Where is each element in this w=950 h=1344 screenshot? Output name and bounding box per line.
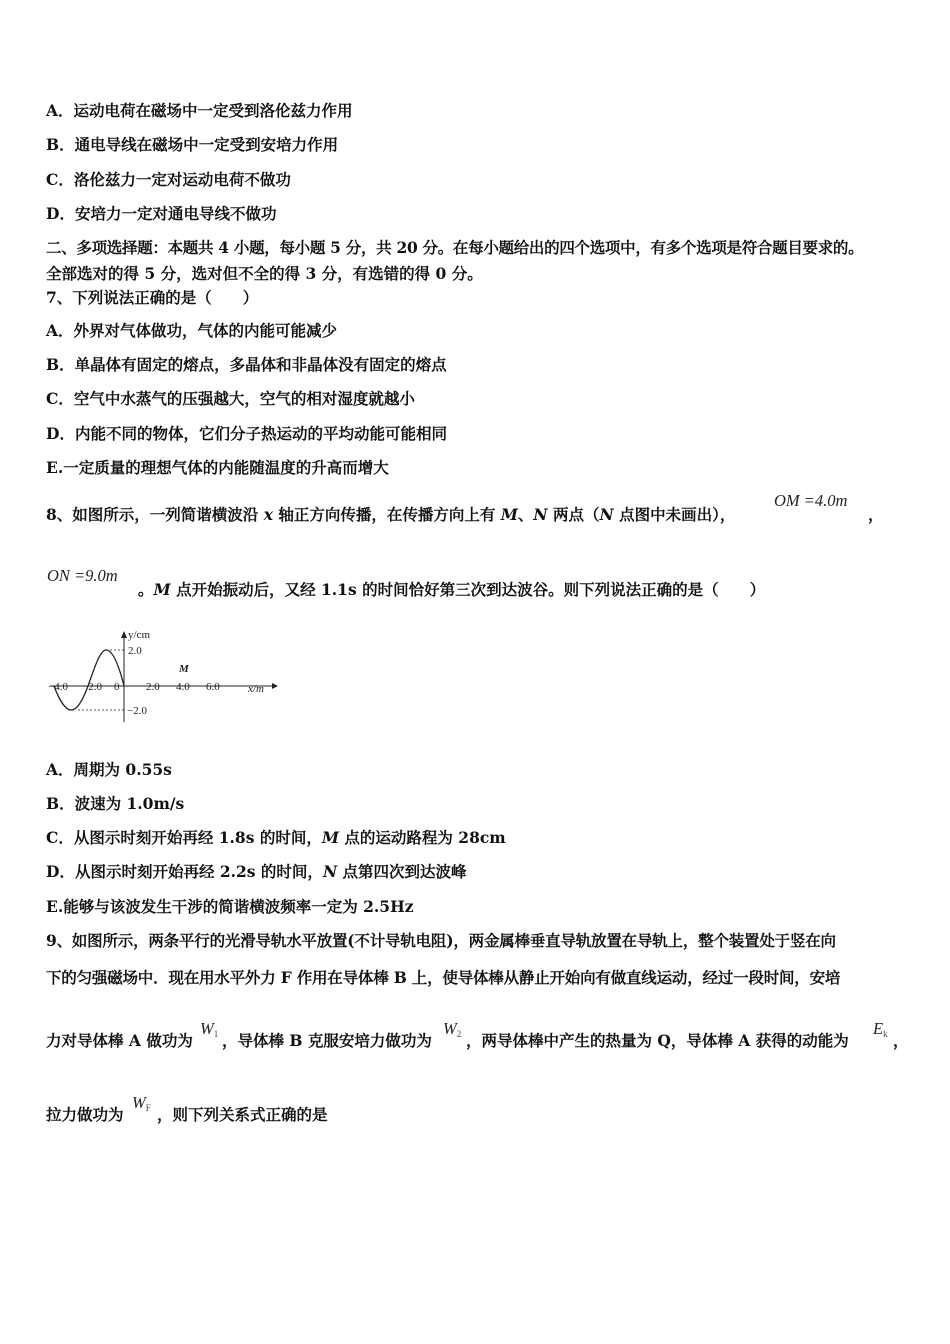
- w-subscript: F: [145, 1103, 151, 1113]
- q9-stem-line3-c: ，两导体棒中产生的热量为 Q，导体棒 A 获得的动能为: [466, 1031, 849, 1050]
- q6-option-d: D．安培力一定对通电导线不做功: [46, 204, 277, 223]
- y-tick-top: 2.0: [128, 645, 142, 657]
- q8-comma: ，: [868, 505, 884, 524]
- q8-stem-text: 轴正方向传播，在传播方向上有: [272, 505, 501, 524]
- q8-option-c-text: 点的运动路程为 28cm: [339, 828, 506, 847]
- y-tick-bottom: −2.0: [127, 705, 147, 717]
- q6-option-c: C．洛伦兹力一定对运动电荷不做功: [46, 170, 291, 189]
- q9-stem-line2: 下的匀强磁场中．现在用水平外力 F 作用在导体棒 B 上，使导体棒从静止开始向有做直线运动，经过一段时间，安培: [46, 968, 841, 987]
- q9-stem-line3-b: ，导体棒 B 克服安培力做功为: [222, 1031, 432, 1050]
- x-tick: 2.0: [146, 681, 160, 693]
- wave-curve: [54, 650, 124, 710]
- q8-stem-line1: [46, 505, 735, 525]
- q7-option-c: C．空气中水蒸气的压强越大，空气的相对湿度就越小: [46, 389, 415, 408]
- q8-n-var: N: [599, 505, 614, 524]
- x-tick: −2.0: [82, 681, 102, 693]
- x-tick: −4.0: [48, 681, 68, 693]
- w-var: W: [443, 1019, 457, 1038]
- q8-option-e: E.能够与该波发生干涉的简谐横波频率一定为 2.5Hz: [46, 897, 414, 916]
- q8-stem-line2: [138, 580, 765, 600]
- q9-w2-symbol: [443, 1019, 461, 1039]
- q9-stem-line1: 9、如图所示，两条平行的光滑导轨水平放置(不计导轨电阻)，两金属棒垂直导轨放置在导轨上，整个装置处于竖在向: [46, 931, 836, 950]
- w-subscript: 1: [213, 1029, 219, 1039]
- q7-option-e: E.一定质量的理想气体的内能随温度的升高而增大: [46, 458, 389, 477]
- q8-option-d-text: D．从图示时刻开始再经 2.2s 的时间，: [46, 862, 323, 881]
- x-axis-label: x/m: [248, 683, 264, 695]
- q8-om-formula: OM =4.0m: [774, 491, 848, 510]
- q9-stem-line3: 力对导体棒 A 做功为: [46, 1031, 193, 1050]
- q8-m-var: M: [500, 505, 518, 524]
- q6-option-b: B．通电导线在磁场中一定受到安培力作用: [46, 135, 339, 154]
- q8-option-c-text: C．从图示时刻开始再经 1.8s 的时间，: [46, 828, 322, 847]
- q8-m-var: M: [321, 828, 339, 847]
- q8-stem-text: 两点（: [547, 505, 600, 524]
- q9-stem-line3-d: ，: [893, 1031, 909, 1050]
- q7-option-a: A．外界对气体做功，气体的内能可能减少: [46, 321, 338, 340]
- q8-option-c: [46, 828, 506, 848]
- q8-stem-text: 、: [517, 505, 534, 524]
- w-var: W: [132, 1093, 146, 1112]
- q8-option-b: B．波速为 1.0m/s: [46, 794, 185, 813]
- x-tick: 6.0: [206, 681, 220, 693]
- q8-wave-graph: [40, 622, 290, 727]
- w-var: W: [200, 1019, 214, 1038]
- y-axis-label: y/cm: [128, 629, 150, 641]
- point-m-label: M: [179, 663, 189, 675]
- x-tick: 0: [114, 681, 120, 693]
- q9-ek-symbol: [873, 1019, 888, 1039]
- section2-instructions-line2: 全部选对的得 5 分，选对但不全的得 3 分，有选错的得 0 分。: [46, 264, 483, 283]
- q8-x-var: x: [263, 505, 273, 524]
- q7-stem: 7、下列说法正确的是（ ）: [46, 288, 259, 307]
- q8-option-d: [46, 862, 467, 882]
- q7-option-b: B．单晶体有固定的熔点，多晶体和非晶体没有固定的熔点: [46, 355, 447, 374]
- e-subscript: k: [883, 1029, 888, 1039]
- q8-stem-text: 点图中未画出），: [613, 505, 736, 524]
- q8-stem-text: 8、如图所示，一列简谐横波沿: [46, 505, 264, 524]
- q8-stem-text: 点开始振动后，又经 1.1s 的时间恰好第三次到达波谷。则下列说法正确的是（ ）: [170, 580, 766, 599]
- x-axis-arrow-icon: [272, 683, 278, 689]
- q9-w1-symbol: [200, 1019, 218, 1039]
- y-axis-arrow-icon: [121, 631, 127, 638]
- w-subscript: 2: [456, 1029, 462, 1039]
- e-var: E: [873, 1019, 884, 1038]
- q9-wf-symbol: [132, 1093, 151, 1113]
- q7-option-d: D．内能不同的物体，它们分子热运动的平均动能可能相同: [46, 424, 447, 443]
- x-tick: 4.0: [176, 681, 190, 693]
- q6-option-a: A．运动电荷在磁场中一定受到洛伦兹力作用: [46, 101, 353, 120]
- q8-option-a: A．周期为 0.55s: [46, 760, 172, 779]
- q8-on-formula: ON =9.0m: [47, 566, 118, 585]
- q8-option-d-text: 点第四次到达波峰: [337, 862, 467, 881]
- q8-m-var: M: [153, 580, 171, 599]
- q8-n-var: N: [322, 862, 338, 881]
- q8-n-var: N: [533, 505, 548, 524]
- q9-stem-line4: 拉力做功为: [46, 1105, 124, 1124]
- q9-stem-line4-b: ，则下列关系式正确的是: [157, 1105, 328, 1124]
- section2-instructions-line1: 二、多项选择题：本题共 4 小题，每小题 5 分，共 20 分。在每小题给出的四个选项中，有多个选项是符合题目要求的。: [46, 238, 864, 257]
- q8-stem-text: 。: [138, 580, 154, 599]
